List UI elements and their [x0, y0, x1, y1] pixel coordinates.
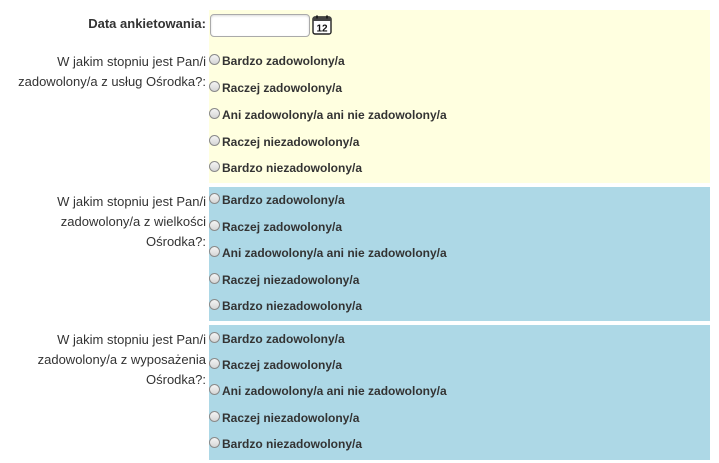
option-label: Bardzo niezadowolony/a: [222, 437, 363, 451]
option-2-1[interactable]: [209, 193, 345, 213]
radio-button[interactable]: [209, 220, 220, 231]
option-label: Raczej niezadowolony/a: [222, 411, 360, 425]
date-label: Data ankietowania:: [88, 16, 206, 31]
radio-button[interactable]: [209, 384, 220, 395]
option-label: Ani zadowolony/a ani nie zadowolony/a: [222, 108, 447, 122]
radio-button[interactable]: [209, 246, 220, 257]
option-2-5[interactable]: [209, 299, 362, 319]
option-2-2[interactable]: [209, 220, 342, 240]
option-3-4[interactable]: [209, 411, 359, 431]
radio-button[interactable]: [209, 108, 220, 119]
option-3-5[interactable]: [209, 437, 362, 457]
question-label-1: W jakim stopniu jest Pan/i zadowolony/a z usług Ośrodka?:: [18, 54, 206, 89]
option-3-1[interactable]: [209, 332, 345, 352]
question-panel-3: [209, 325, 710, 460]
radio-button[interactable]: [209, 411, 220, 422]
question-label-2: W jakim stopniu jest Pan/i zadowolony/a z wielkości Ośrodka?:: [57, 194, 206, 249]
radio-button[interactable]: [209, 193, 220, 204]
option-label: Raczej zadowolony/a: [222, 358, 343, 372]
option-label: Raczej niezadowolony/a: [222, 135, 360, 149]
option-label: Raczej niezadowolony/a: [222, 273, 360, 287]
radio-button[interactable]: [209, 437, 220, 448]
option-2-4[interactable]: [209, 273, 359, 293]
question-panel-1: [209, 42, 710, 183]
calendar-icon[interactable]: [312, 15, 332, 35]
option-label: Bardzo zadowolony/a: [222, 332, 345, 346]
calendar-icon-text: 12: [316, 23, 328, 35]
option-label: Ani zadowolony/a ani nie zadowolony/a: [222, 246, 447, 260]
option-1-5[interactable]: [209, 161, 362, 181]
option-label: Ani zadowolony/a ani nie zadowolony/a: [222, 384, 447, 398]
radio-button[interactable]: [209, 161, 220, 172]
option-1-4[interactable]: [209, 135, 359, 155]
option-label: Bardzo zadowolony/a: [222, 193, 345, 207]
option-3-3[interactable]: [209, 384, 447, 404]
option-1-1[interactable]: [209, 54, 345, 74]
option-1-2[interactable]: [209, 81, 342, 101]
question-row-2: [0, 187, 719, 321]
option-1-3[interactable]: [209, 108, 447, 128]
radio-button[interactable]: [209, 358, 220, 369]
radio-button[interactable]: [209, 54, 220, 65]
option-label: Bardzo niezadowolony/a: [222, 161, 363, 175]
radio-button[interactable]: [209, 273, 220, 284]
option-label: Raczej zadowolony/a: [222, 220, 343, 234]
date-row: [0, 10, 719, 42]
option-label: Bardzo zadowolony/a: [222, 54, 345, 68]
question-row-1: [0, 42, 719, 183]
date-panel: [209, 10, 710, 42]
option-2-3[interactable]: [209, 246, 447, 266]
radio-button[interactable]: [209, 81, 220, 92]
option-label: Raczej zadowolony/a: [222, 81, 343, 95]
question-row-3: [0, 325, 719, 460]
radio-button[interactable]: [209, 299, 220, 310]
radio-button[interactable]: [209, 332, 220, 343]
question-label-3: W jakim stopniu jest Pan/i zadowolony/a z wyposażenia Ośrodka?:: [37, 332, 206, 387]
option-label: Bardzo niezadowolony/a: [222, 299, 363, 313]
option-3-2[interactable]: [209, 358, 342, 378]
radio-button[interactable]: [209, 135, 220, 146]
question-panel-2: [209, 187, 710, 321]
date-input[interactable]: [210, 14, 310, 37]
